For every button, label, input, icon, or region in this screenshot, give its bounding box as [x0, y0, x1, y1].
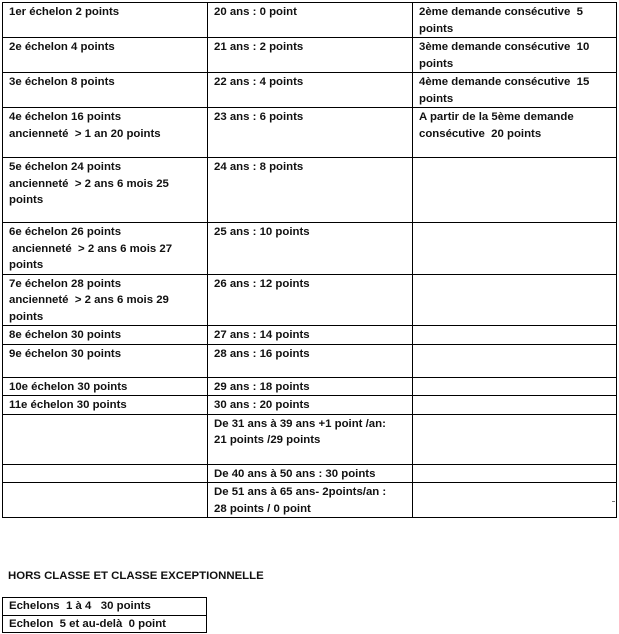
demande-cell: 3ème demande consécutive 10 points: [413, 38, 617, 73]
demande-cell: 4ème demande consécutive 15 points: [413, 73, 617, 108]
echelon-cell: 2e échelon 4 points: [3, 38, 208, 73]
age-cell: 28 ans : 16 points: [208, 344, 413, 377]
demande-cell: [413, 396, 617, 415]
points-table: [2, 2, 617, 518]
echelon-cell: [3, 483, 208, 518]
table-row: [3, 158, 617, 223]
table-end-mark: [612, 501, 615, 502]
age-cell: 22 ans : 4 points: [208, 73, 413, 108]
echelon-cell: 5e échelon 24 points ancienneté > 2 ans 6 mois 25 points: [3, 158, 208, 223]
age-cell: 24 ans : 8 points: [208, 158, 413, 223]
demande-cell: [413, 344, 617, 377]
table-row: [3, 108, 617, 158]
age-cell: 23 ans : 6 points: [208, 108, 413, 158]
table-row: [3, 3, 617, 38]
hors-classe-cell: Echelon 5 et au-delà 0 point: [3, 615, 207, 633]
echelon-cell: 6e échelon 26 points ancienneté > 2 ans 6 mois 27 points: [3, 223, 208, 275]
demande-cell: [413, 158, 617, 223]
age-cell: 29 ans : 18 points: [208, 377, 413, 396]
table-row: [3, 344, 617, 377]
demande-cell: [413, 414, 617, 464]
demande-cell: [413, 274, 617, 326]
age-cell: De 31 ans à 39 ans +1 point /an: 21 points /29 points: [208, 414, 413, 464]
echelon-cell: 7e échelon 28 points ancienneté > 2 ans 6 mois 29 points: [3, 274, 208, 326]
hors-classe-cell: Echelons 1 à 4 30 points: [3, 598, 207, 616]
echelon-cell: 1er échelon 2 points: [3, 3, 208, 38]
demande-cell: [413, 464, 617, 483]
table-row: [3, 615, 207, 633]
demande-cell: A partir de la 5ème demande consécutive 20 points: [413, 108, 617, 158]
echelon-cell: 9e échelon 30 points: [3, 344, 208, 377]
age-cell: 27 ans : 14 points: [208, 326, 413, 345]
echelon-cell: 11e échelon 30 points: [3, 396, 208, 415]
demande-cell: [413, 483, 617, 518]
section-heading: HORS CLASSE ET CLASSE EXCEPTIONNELLE: [8, 570, 264, 582]
age-cell: 20 ans : 0 point: [208, 3, 413, 38]
echelon-cell: 10e échelon 30 points: [3, 377, 208, 396]
demande-cell: [413, 377, 617, 396]
table-row: [3, 377, 617, 396]
age-cell: 21 ans : 2 points: [208, 38, 413, 73]
demande-cell: [413, 223, 617, 275]
table-row: [3, 414, 617, 464]
table-row: [3, 483, 617, 518]
table-row: [3, 73, 617, 108]
echelon-cell: [3, 414, 208, 464]
age-cell: 26 ans : 12 points: [208, 274, 413, 326]
age-cell: 25 ans : 10 points: [208, 223, 413, 275]
table-row: [3, 396, 617, 415]
hors-classe-table: [2, 597, 207, 633]
demande-cell: [413, 326, 617, 345]
age-cell: De 51 ans à 65 ans- 2points/an : 28 points / 0 point: [208, 483, 413, 518]
table-row: [3, 326, 617, 345]
demande-cell: 2ème demande consécutive 5 points: [413, 3, 617, 38]
age-cell: 30 ans : 20 points: [208, 396, 413, 415]
echelon-cell: 4e échelon 16 points ancienneté > 1 an 20 points: [3, 108, 208, 158]
echelon-cell: 8e échelon 30 points: [3, 326, 208, 345]
table-row: [3, 223, 617, 275]
table-row: [3, 598, 207, 616]
table-row: [3, 274, 617, 326]
echelon-cell: [3, 464, 208, 483]
echelon-cell: 3e échelon 8 points: [3, 73, 208, 108]
age-cell: De 40 ans à 50 ans : 30 points: [208, 464, 413, 483]
table-row: [3, 464, 617, 483]
table-row: [3, 38, 617, 73]
